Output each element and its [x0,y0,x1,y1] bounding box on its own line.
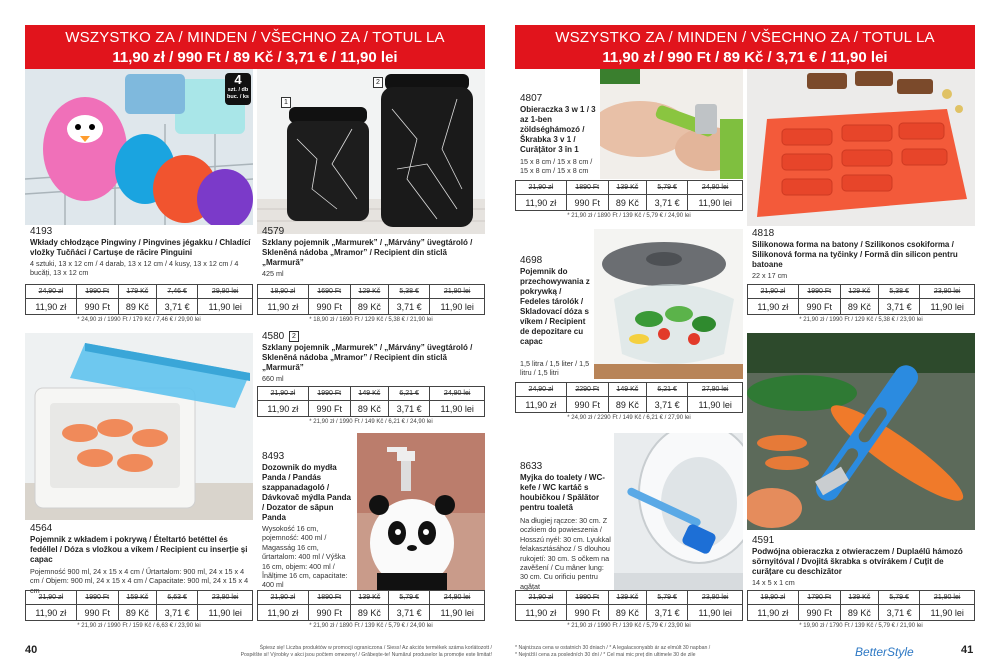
old-price-huf: 1990 Ft [76,591,118,605]
price-eur: 3,71 € [646,397,687,413]
price-huf: 990 Ft [798,605,840,621]
page-number-right: 41 [961,644,974,656]
price-table-4564 [25,590,253,621]
price-eur: 3,71 € [388,605,429,621]
product-photo-penguins [25,69,253,225]
product-code: 4579 [262,226,285,237]
price-czk: 89 Kč [350,299,388,315]
price-ron: 11,90 lei [198,605,253,621]
price-footnote: * 21,90 zł / 1890 Ft / 139 Kč / 5,79 € / 24,90 lei [567,213,691,219]
price-footnote: * 21,90 zł / 1990 Ft / 129 Kč / 5,38 € / 23,90 lei [799,317,923,323]
price-ron: 11,90 lei [430,401,485,417]
product-name: Wkłady chłodzące Pingwiny / Pingvines jégakku / Chladící vložky Tučňáci / Cartușe de răcire Pinguini [30,238,251,257]
old-price-czk: 139 Kč [608,591,646,605]
price-czk: 89 Kč [840,299,878,315]
old-price-eur: 6,21 € [646,383,687,397]
price-huf: 990 Ft [566,195,608,211]
old-price-czk: 159 Kč [118,591,156,605]
price-huf: 990 Ft [566,605,608,621]
old-price-huf: 1890 Ft [566,181,608,195]
price-huf: 990 Ft [76,299,118,315]
product-code: 4818 [752,228,775,239]
price-eur: 3,71 € [878,299,919,315]
brand-logo [855,645,914,659]
old-price-eur: 5,38 € [878,285,919,299]
old-price-huf: 1690 Ft [308,285,350,299]
panda-dispenser-illustration [357,433,485,590]
price-table-8493 [257,590,485,621]
price-eur: 3,71 € [156,605,197,621]
price-eur: 3,71 € [156,299,197,315]
price-ron: 11,90 lei [688,195,743,211]
price-huf: 990 Ft [308,605,350,621]
price-footnote: * 21,90 zł / 1890 Ft / 139 Kč / 5,79 € / 24,90 lei [309,623,433,629]
banner-line-2: 11,90 zł / 990 Ft / 89 Kč / 3,71 € / 11,90 lei [112,49,398,66]
old-price-ron: 24,90 lei [688,181,743,195]
product-photo-food-container [25,333,253,520]
footnote-line: * Nejnižší cena za posledních 30 dní / * Cel mai mic preț din ultimele 30 de zile [515,652,696,658]
product-photo-3in1-peeler [600,69,743,179]
banner-line-1: WSZYSTKO ZA / MINDEN / VŠECHNO ZA / TOTUL LA [65,29,445,46]
old-price-huf: 1990 Ft [308,387,350,401]
old-price-ron: 21,90 lei [920,591,975,605]
price-pln: 11,90 zł [26,299,77,315]
old-price-eur: 5,38 € [388,285,429,299]
silicone-bar-mould-illustration [747,69,975,226]
price-pln: 11,90 zł [26,605,77,621]
product-name: Myjka do toalety / WC-kefe / WC kartáč s houbičkou / Spălător pentru toaletă [520,473,605,512]
old-price-ron: 24,90 lei [430,591,485,605]
old-price-eur: 5,79 € [646,181,687,195]
price-huf: 990 Ft [798,299,840,315]
old-price-eur: 7,46 € [156,285,197,299]
product-code: 4807 [520,93,543,104]
product-code: 4698 [520,255,543,266]
old-price-pln: 19,90 zł [748,591,799,605]
product-desc: Wysokość 16 cm, pojemność: 400 ml / Magasság 16 cm, űrtartalom: 400 ml / Výška 16 cm, objem: 400 ml / Înălțime 16 cm, capacitate: 400 ml [262,524,348,590]
price-czk: 89 Kč [350,605,388,621]
price-footnote: * 24,90 zł / 1990 Ft / 179 Kč / 7,46 € / 29,90 lei [77,317,201,323]
old-price-eur: 6,21 € [388,387,429,401]
price-table-4807 [515,180,743,211]
marble-jars-illustration [257,69,485,234]
old-price-eur: 5,79 € [646,591,687,605]
badge-number: 4 [234,72,242,87]
price-huf: 990 Ft [76,605,118,621]
price-banner [25,25,485,69]
badge-text: szt. / db buc. / ks [226,87,249,100]
product-desc: 14 x 5 x 1 cm [752,578,795,587]
product-photo-toilet-brush [614,433,743,590]
price-eur: 3,71 € [878,605,919,621]
old-price-eur: 6,63 € [156,591,197,605]
price-eur: 3,71 € [646,605,687,621]
product-name: Obieraczka 3 w 1 / 3 az 1-ben zöldséghámozó / Škrabka 3 v 1 / Curățător 3 în 1 [520,105,596,154]
footnote-right [515,645,755,659]
price-czk: 89 Kč [118,605,156,621]
old-price-pln: 21,90 zł [748,285,799,299]
old-price-czk: 179 Kč [118,285,156,299]
footnote-line: Pospěšte si! Výrobky v akci jsou počtem omezeny! / Grăbește-te! Numărul produselor la promoție este limitat! [240,652,492,658]
old-price-czk: 149 Kč [350,387,388,401]
old-price-czk: 139 Kč [840,591,878,605]
price-pln: 11,90 zł [748,299,799,315]
price-czk: 89 Kč [350,401,388,417]
old-price-czk: 129 Kč [840,285,878,299]
price-ron: 11,90 lei [430,605,485,621]
product-photo-storage-container [594,229,743,379]
price-ron: 11,90 lei [430,299,485,315]
old-price-pln: 24,90 zł [516,383,567,397]
product-name: Silikonowa forma na batony / Szilikonos csokiforma / Silikonová forma na tyčinky / Formă din silicon pentru batoane [752,240,958,269]
price-table-4818 [747,284,975,315]
product-code: 4591 [752,535,775,546]
product-desc: 660 ml [262,374,284,383]
old-price-huf: 1890 Ft [308,591,350,605]
price-czk: 89 Kč [840,605,878,621]
product-number-tag-1: 1 [281,97,291,108]
price-czk: 89 Kč [608,195,646,211]
price-ron: 11,90 lei [198,299,253,315]
price-table-4193 [25,284,253,315]
peeler-illustration [600,69,743,179]
product-photo-marble-jars [257,69,485,234]
product-photo-double-peeler [747,333,975,530]
quantity-badge [225,73,251,105]
price-ron: 11,90 lei [688,605,743,621]
price-huf: 990 Ft [308,401,350,417]
price-footnote: * 21,90 zł / 1990 Ft / 149 Kč / 6,21 € / 24,90 lei [309,419,433,425]
price-banner [515,25,975,69]
price-table-4579 [257,284,485,315]
product-desc: Na długiej rączce: 30 cm. Z oczkiem do powieszenia / Hosszú nyél: 30 cm. Lyukkal felakasztásához / S dlouhou rukojetí: 30 cm. S očkem na zavěšení / Cu mâner lung: 30 cm. Cu orificiu pentru agățat [520,516,611,591]
old-price-czk: 149 Kč [608,383,646,397]
old-price-ron: 23,90 lei [688,591,743,605]
product-code: 8493 [262,451,285,462]
penguin-ice-packs-illustration [25,69,253,225]
old-price-huf: 2290 Ft [566,383,608,397]
footnote-line: Śpiesz się! Liczba produktów w promocji ograniczona / Siess! Az akciós termékek száma korlátozott / [259,645,492,651]
product-desc: 22 x 17 cm [752,271,788,280]
price-czk: 89 Kč [118,299,156,315]
price-ron: 11,90 lei [920,299,975,315]
old-price-huf: 1990 Ft [566,591,608,605]
price-ron: 11,90 lei [920,605,975,621]
price-ron: 11,90 lei [688,397,743,413]
old-price-pln: 24,90 zł [26,285,77,299]
price-huf: 990 Ft [566,397,608,413]
price-footnote: * 21,90 zł / 1990 Ft / 139 Kč / 5,79 € / 23,90 lei [567,623,691,629]
old-price-huf: 1990 Ft [798,285,840,299]
product-desc: 1,5 litra / 1,5 liter / 1,5 litru / 1,5 litri [520,359,590,378]
old-price-ron: 23,90 lei [198,591,253,605]
product-name: Pojemnik do przechowywania z pokrywką / Fedeles tárolók / Skladovací dóza s víkem / Recipient de depozitare cu capac [520,267,590,346]
price-czk: 89 Kč [608,397,646,413]
salad-container-illustration [594,229,743,379]
price-pln: 11,90 zł [516,605,567,621]
product-photo-panda-dispenser [357,433,485,590]
product-code: 8633 [520,461,543,472]
price-eur: 3,71 € [646,195,687,211]
price-pln: 11,90 zł [748,605,799,621]
product-name: Dozownik do mydła Panda / Pandás szappanadagoló / Dávkovač mýdla Panda / Dozator de săpun Panda [262,463,351,522]
product-number-tag-2: 2 [373,77,383,88]
old-price-huf: 1990 Ft [76,285,118,299]
old-price-pln: 21,90 zł [26,591,77,605]
old-price-ron: 23,90 lei [920,285,975,299]
old-price-pln: 21,90 zł [516,181,567,195]
price-table-4580 [257,386,485,417]
price-footnote: * 19,90 zł / 1790 Ft / 139 Kč / 5,79 € / 21,90 lei [799,623,923,629]
price-eur: 3,71 € [388,401,429,417]
footnote-line: * Najniższa cena w ostatnich 30 dniach / * A legalacsonyabb ár az elmúlt 30 napban / [515,645,711,651]
price-footnote: * 18,90 zł / 1690 Ft / 129 Kč / 5,38 € / 21,90 lei [309,317,433,323]
old-price-pln: 21,90 zł [516,591,567,605]
old-price-pln: 18,90 zł [258,285,309,299]
price-table-4698 [515,382,743,413]
product-name: Pojemnik z wkładem i pokrywą / Ételtartó betéttel és fedéllel / Dóza s vložkou a víkem / Recipient cu inserție și capac [30,535,248,564]
price-table-8633 [515,590,743,621]
product-desc: 15 x 8 cm / 15 x 8 cm / 15 x 8 cm / 15 x 8 cm [520,157,593,176]
product-photo-silicone-mould [747,69,975,226]
brand-name: BetterStyle [855,645,914,659]
product-code: 4564 [30,523,53,534]
price-pln: 11,90 zł [258,299,309,315]
old-price-eur: 5,79 € [388,591,429,605]
old-price-ron: 27,90 lei [688,383,743,397]
banner-line-1: WSZYSTKO ZA / MINDEN / VŠECHNO ZA / TOTUL LA [555,29,935,46]
old-price-ron: 21,90 lei [430,285,485,299]
product-name: Szklany pojemnik „Marmurek” / „Márvány” üvegtároló / Skleněná nádoba „Mramor” / Recipient din sticlă „Marmură” [262,343,473,372]
price-pln: 11,90 zł [258,605,309,621]
toilet-brush-illustration [614,433,743,590]
old-price-pln: 21,90 zł [258,591,309,605]
price-pln: 11,90 zł [258,401,309,417]
price-table-4591 [747,590,975,621]
product-name: Szklany pojemnik „Marmurek” / „Márvány” üvegtároló / Skleněná nádoba „Mramor” / Recipient din sticlă „Marmură” [262,238,473,267]
page-number-left: 40 [25,644,38,656]
shrimp-container-illustration [25,333,253,520]
product-desc: 4 sztuki, 13 x 12 cm / 4 darab, 13 x 12 cm / 4 kusy, 13 x 12 cm / 4 bucăți, 13 x 12 cm [30,259,239,278]
price-footnote: * 21,90 zł / 1990 Ft / 159 Kč / 6,63 € / 23,90 lei [77,623,201,629]
product-desc: Pojemność 900 ml, 24 x 15 x 4 cm / Űrtartalom: 900 ml, 24 x 15 x 4 cm / Objem: 900 ml, 24 x 15 x 4 cm / Capacitate: 900 ml, 24 x 15 x 4 cm [30,567,249,595]
old-price-pln: 21,90 zł [258,387,309,401]
price-czk: 89 Kč [608,605,646,621]
product-code: 4580 [262,331,285,342]
banner-line-2: 11,90 zł / 990 Ft / 89 Kč / 3,71 € / 11,90 lei [602,49,888,66]
old-price-eur: 5,79 € [878,591,919,605]
product-desc: 425 ml [262,269,284,278]
catalog-page-right [500,0,1000,667]
old-price-czk: 139 Kč [608,181,646,195]
product-number-tag-2: 2 [289,331,299,342]
price-huf: 990 Ft [308,299,350,315]
price-pln: 11,90 zł [516,397,567,413]
product-code: 4193 [30,226,53,237]
old-price-czk: 129 Kč [350,285,388,299]
old-price-ron: 29,90 lei [198,285,253,299]
double-peeler-illustration [747,333,975,530]
price-footnote: * 24,90 zł / 2290 Ft / 149 Kč / 6,21 € / 27,90 lei [567,415,691,421]
old-price-huf: 1790 Ft [798,591,840,605]
old-price-czk: 139 Kč [350,591,388,605]
product-name: Podwójna obieraczka z otwieraczem / Duplaélű hámozó sörnyitóval / Dvojitá škrabka s otvírákem / Cuțit de curățare cu deschizător [752,547,963,576]
footnote-left [230,645,492,659]
price-eur: 3,71 € [388,299,429,315]
price-pln: 11,90 zł [516,195,567,211]
old-price-ron: 24,90 lei [430,387,485,401]
